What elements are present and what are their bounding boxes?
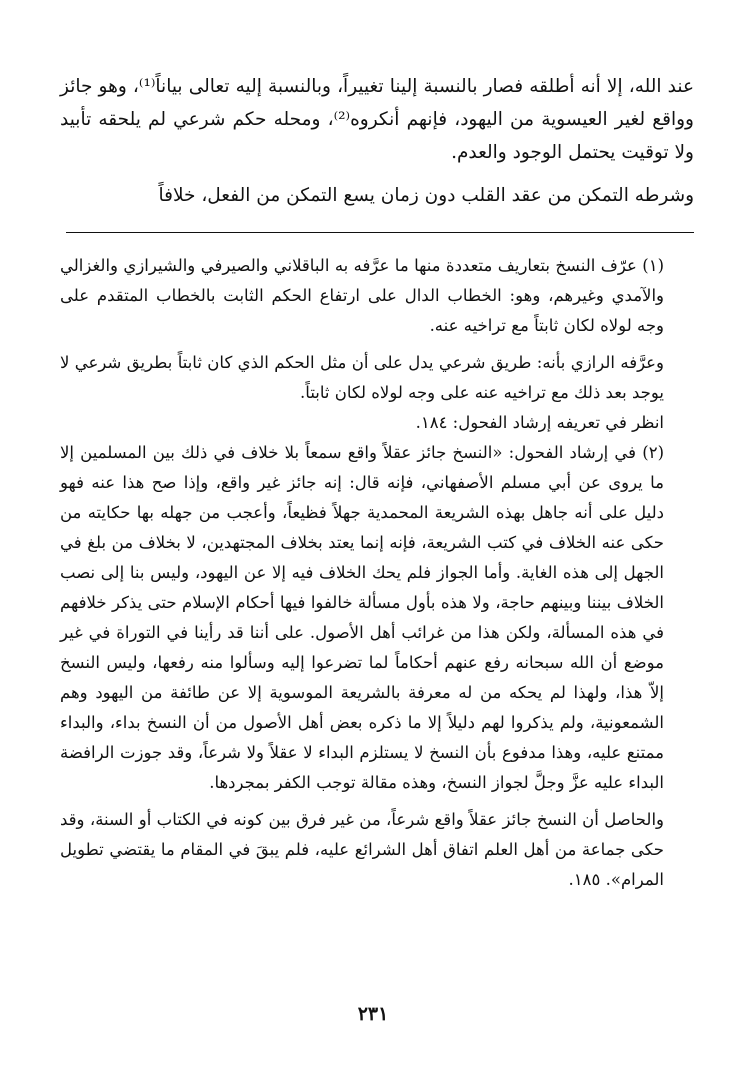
footnote-2-quote: (٢) في إرشاد الفحول: «النسخ جائز عقلاً واقع سمعاً بلا خلاف في ذلك بين المسلمين إلا ما يروى عن أبي مسلم الأصفهاني، فإنه قال: إنه جائز غير واقع، وإذا صح هذا عنه فهو دليل على أنه جاهل بهذه الشريعة المحمدية جهلاً فظيعاً، وأعجب من جهله بها حكايته من حكى عنه الخلاف في كتب الشريعة، فإنه إنما يعتد بخلاف المجتهدين، لا بخلاف من بلغ في الجهل إلى هذه الغاية. وأما الجواز فلم يحك الخلاف فيه إلا عن اليهود، وليس بنا إلى نصب الخلاف بيننا وبينهم حاجة، ولا هذه بأول مسألة خالفوا فيها أحكام الإسلام حتى يذكر خلافهم في هذه المسألة، ولكن هذا من غرائب أهل الأصول. على أننا قد رأينا في التوراة في غير موضع أن الله سبحانه رفع عنهم أحكاماً لما تضرعوا إليه وسألوا منه رفعها، وليس النسخ إلاّ هذا، ولهذا لم يحكه من له معرفة بالشريعة الموسوية إلا عن طائفة من اليهود وهم الشمعونية، ولم يذكروا لهم دليلاً إلا ما ذكره بعض أهل الأصول من أن النسخ بداء، والبداء ممتنع عليه، وهذا مدفوع بأن النسخ لا يستلزم البداء لا عقلاً ولا شرعاً، وقد جوزت الرافضة البداء عليه عزَّ وجلَّ لجواز النسخ، وهذه مقالة توجب الكفر بمجردها. bbox=[60, 443, 664, 792]
footnote-separator bbox=[66, 232, 694, 233]
footnote-1-definition: (١) عرّف النسخ بتعاريف متعددة منها ما عرَّفه به الباقلاني والصيرفي والشيرازي والغزالي والآمدي وغيرهم، وهو: الخطاب الدال على ارتفاع الحكم الثابت بالخطاب المتقدم على وجه لولاه لكان ثابتاً مع تراخيه عنه. bbox=[60, 256, 664, 335]
main-paragraph-1: عند الله، إلا أنه أطلقه فصار بالنسبة إلينا تغييراً، وبالنسبة إليه تعالى بياناً⁽¹⁾، وهو جائز وواقع لغير العيسوية من اليهود، فإنهم أنكروه⁽²⁾، ومحله حكم شرعي لم يلحقه تأبيد ولا توقيت يحتمل الوجود والعدم. bbox=[60, 76, 695, 163]
footnote-1-razi-definition: وعرَّفه الرازي بأنه: طريق شرعي يدل على أن مثل الحكم الذي كان ثابتاً بطريق شرعي لا يوجد بعد ذلك مع تراخيه عنه على وجه لولاه لكان ثابتاً. bbox=[60, 353, 664, 402]
footnote-1-reference: انظر في تعريفه إرشاد الفحول: ١٨٤. bbox=[415, 413, 664, 432]
footnotes bbox=[60, 251, 694, 895]
main-text bbox=[60, 70, 694, 212]
footnote-2-conclusion: والحاصل أن النسخ جائز عقلاً واقع شرعاً، من غير فرق بين كونه في الكتاب أو السنة، وقد حكى جماعة من أهل العلم اتفاق أهل الشرائع عليه، فلم يبقَ في المقام ما يقتضي تطويل المرام». ١٨٥. bbox=[60, 810, 664, 889]
main-paragraph-2: وشرطه التمكن من عقد القلب دون زمان يسع التمكن من الفعل، خلافاً bbox=[158, 185, 694, 206]
page-number: ٢٣١ bbox=[357, 1003, 389, 1025]
